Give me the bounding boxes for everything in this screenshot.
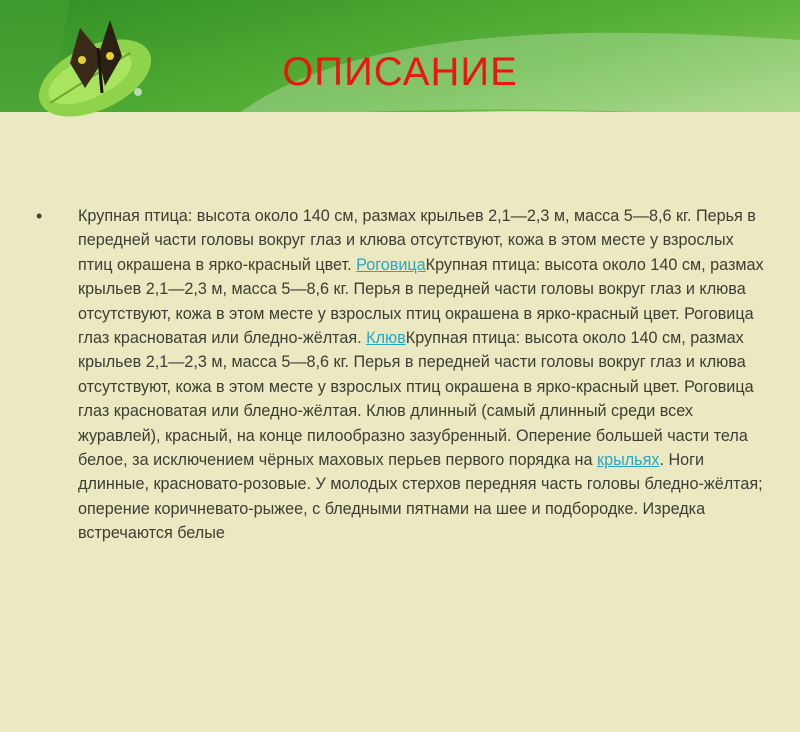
text-segment: Крупная птица: высота около 140 см, размах крыльев 2,1—2,3 м, масса 5—8,6 кг. Перья в передней части головы вокруг глаз и клюва отсутствуют, кожа в этом месте у взрослых птиц окрашена в ярко-красный цвет. bbox=[78, 207, 756, 274]
description-body bbox=[36, 204, 764, 546]
link-3[interactable]: Клюв bbox=[366, 329, 406, 348]
text-segment: Крупная птица: высота около 140 см, размах крыльев 2,1—2,3 м, масса 5—8,6 кг. Перья в передней части головы вокруг глаз и клюва отсутствуют, кожа в этом месте у взрослых птиц окрашена в ярко-красный цвет. Роговица глаз красноватая или бледно-жёлтая. Клюв длинный (самый длинный среди всех журавлей), красный, на конце пилообразно зазубренный. Оперение большей части тела белое, за исключением чёрных маховых перьев первого порядка на bbox=[78, 329, 754, 470]
bullet-icon: • bbox=[36, 206, 43, 226]
slide-title: ОПИСАНИЕ bbox=[282, 50, 518, 94]
link-1[interactable]: Роговица bbox=[356, 255, 426, 274]
description-paragraph bbox=[52, 204, 764, 546]
text-segment: . Ноги длинные, красновато-розовые. У молодых стерхов передняя часть головы бледно-жёлтая; оперение коричневато-рыжее, с бледными пятнами на шее и подбородке. Изредка встречаются белые bbox=[78, 451, 763, 543]
link-5[interactable]: крыльях bbox=[596, 451, 660, 470]
text-segment: Крупная птица: высота около 140 см, размах крыльев 2,1—2,3 м, масса 5—8,6 кг. Перья в передней части головы вокруг глаз и клюва отсутствуют, кожа в этом месте у взрослых птиц окрашена в ярко-красный цвет. Роговица глаз красноватая или бледно-жёлтая. bbox=[78, 255, 764, 348]
